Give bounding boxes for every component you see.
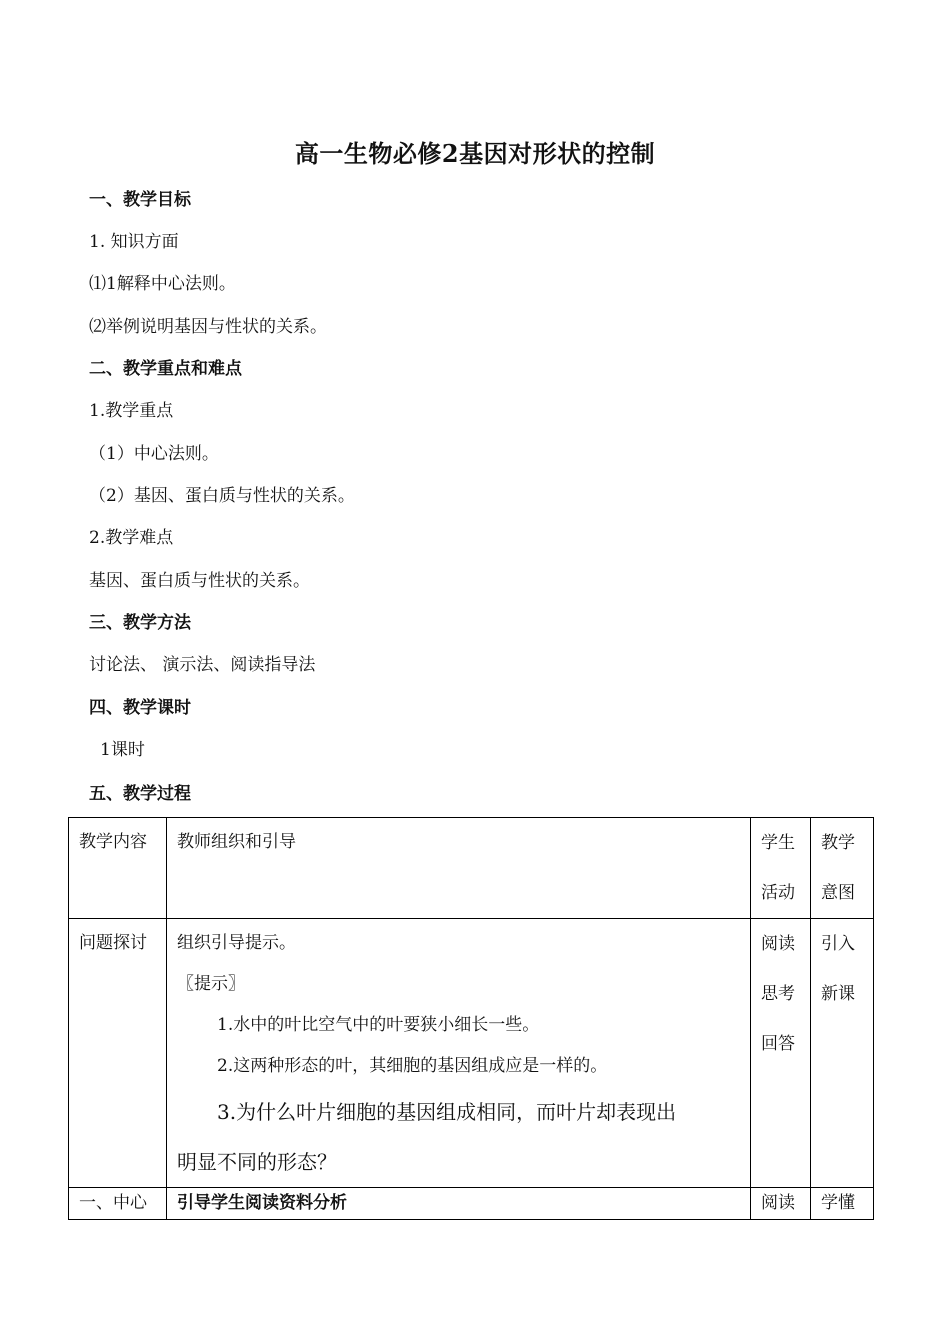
objectives-subheading: 1. 知识方面 (89, 232, 179, 252)
row2-content-cell (69, 1188, 167, 1220)
header-cell-student (751, 818, 811, 919)
row1-line-1: 组织引导提示。 (177, 933, 296, 953)
header-intent-line2: 意图 (821, 883, 855, 903)
row1-content-cell (69, 919, 167, 1188)
row1-line-5: 3.为什么叶片细胞的基因组成相同，而叶片却表现出 (217, 1100, 677, 1124)
table-header-row (69, 818, 874, 919)
section-heading-objectives: 一、教学目标 (89, 190, 191, 210)
header-cell-intent (811, 818, 874, 919)
key-point-item-1: （1）中心法则。 (89, 444, 219, 464)
row2-intent: 学懂 (821, 1193, 855, 1213)
row1-student-1: 阅读 (761, 934, 795, 954)
table-row (69, 1188, 874, 1220)
row1-line-6: 明显不同的形态？ (177, 1150, 337, 1174)
row1-student-3: 回答 (761, 1034, 795, 1054)
header-student-line1: 学生 (761, 833, 795, 853)
header-intent-line1: 教学 (821, 833, 855, 853)
key-point-item-2: （2）基因、蛋白质与性状的关系。 (89, 486, 355, 506)
row1-intent-cell (811, 919, 874, 1188)
section-heading-key-points: 二、教学重点和难点 (89, 359, 242, 379)
objective-item-1: ⑴1解释中心法则。 (89, 274, 236, 294)
row2-teacher: 引导学生阅读资料分析 (177, 1193, 347, 1213)
row1-line-4: 2.这两种形态的叶，其细胞的基因组成应是一样的。 (217, 1056, 608, 1076)
hours-text: 1课时 (100, 740, 145, 760)
header-content: 教学内容 (79, 832, 147, 852)
header-cell-teacher (167, 818, 751, 919)
row1-intent-2: 新课 (821, 984, 855, 1004)
row2-intent-cell (811, 1188, 874, 1220)
methods-text: 讨论法、 演示法、阅读指导法 (89, 655, 316, 675)
row1-line-2: 〖提示〗 (177, 974, 245, 994)
row1-line-3: 1.水中的叶比空气中的叶要狭小细长一些。 (217, 1015, 540, 1035)
difficult-points-subheading: 2.教学难点 (89, 528, 174, 548)
row2-teacher-cell (167, 1188, 751, 1220)
row1-student-2: 思考 (761, 984, 795, 1004)
row2-content: 一、中心 (79, 1193, 147, 1213)
difficult-point-item: 基因、蛋白质与性状的关系。 (89, 571, 310, 591)
key-points-subheading: 1.教学重点 (89, 401, 174, 421)
row1-intent-1: 引入 (821, 934, 855, 954)
row1-content: 问题探讨 (79, 933, 147, 953)
header-teacher: 教师组织和引导 (177, 832, 296, 852)
section-heading-methods: 三、教学方法 (89, 613, 191, 633)
header-cell-content (69, 818, 167, 919)
table-row (69, 919, 874, 1188)
teaching-process-table (68, 817, 874, 1220)
objective-item-2: ⑵举例说明基因与性状的关系。 (89, 317, 327, 337)
section-heading-process: 五、教学过程 (89, 784, 191, 804)
section-heading-hours: 四、教学课时 (89, 698, 191, 718)
row2-student: 阅读 (761, 1193, 795, 1213)
row1-student-cell (751, 919, 811, 1188)
page-title: 高一生物必修2基因对形状的控制 (294, 139, 656, 168)
row1-teacher-cell (167, 919, 751, 1188)
row2-student-cell (751, 1188, 811, 1220)
header-student-line2: 活动 (761, 883, 795, 903)
